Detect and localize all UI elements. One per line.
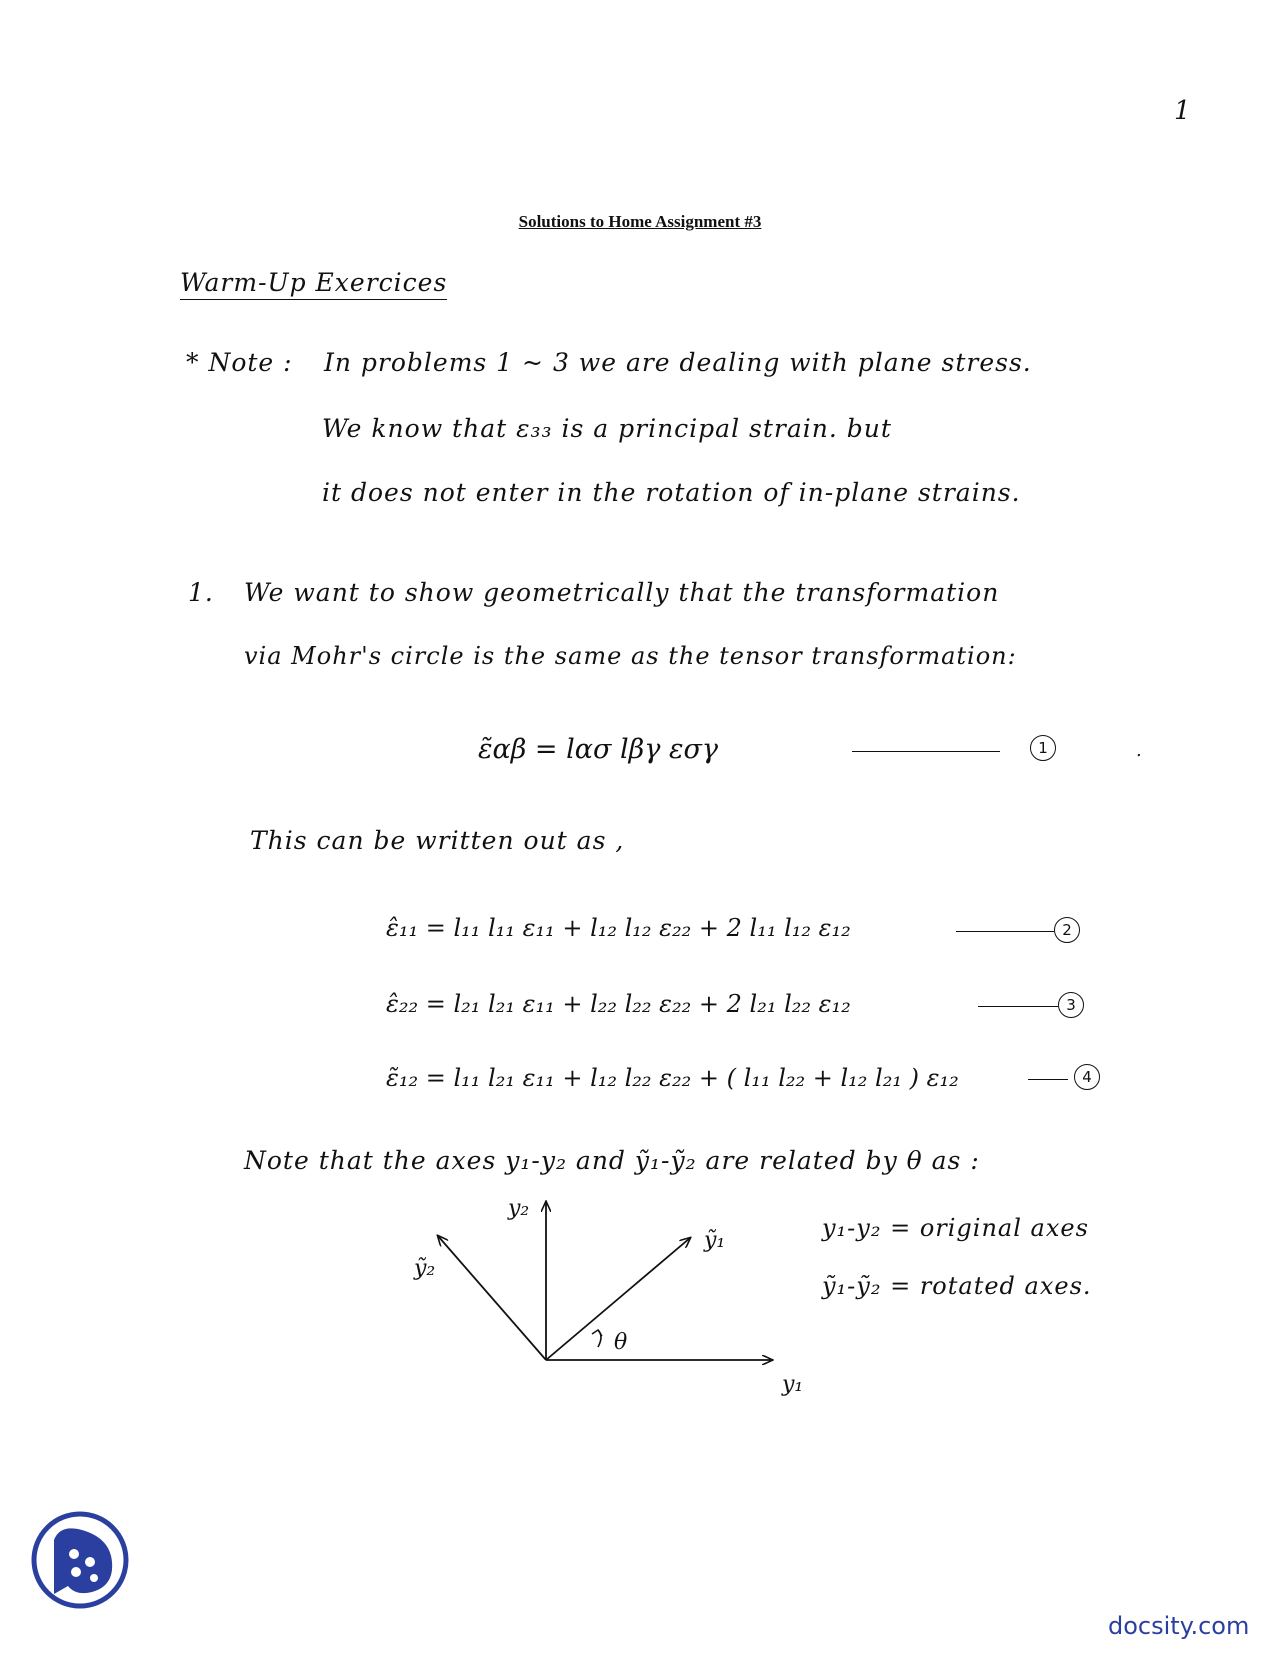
problem-line-1: We want to show geometrically that the transformation bbox=[244, 578, 1000, 607]
note-line-3: it does not enter in the rotation of in-plane strains. bbox=[322, 478, 1021, 507]
equation-1: ε̃αβ = lασ lβγ εσγ bbox=[478, 734, 719, 765]
problem-number: 1. bbox=[188, 578, 214, 607]
section-heading: Warm-Up Exercices bbox=[180, 268, 447, 300]
axes-note: Note that the axes y₁-y₂ and ỹ₁-ỹ₂ are related by θ as : bbox=[244, 1146, 980, 1175]
equation-3: ε̂₂₂ = l₂₁ l₂₁ ε₁₁ + l₂₂ l₂₂ ε₂₂ + 2 l₂₁ l₂₂ ε₁₂ bbox=[386, 990, 851, 1018]
label-y2-tilde: ỹ₂ bbox=[414, 1256, 436, 1281]
stray-dot: . bbox=[1136, 740, 1143, 761]
legend-original-axes: y₁-y₂ = original axes bbox=[822, 1214, 1089, 1242]
legend-rotated-axes: ỹ₁-ỹ₂ = rotated axes. bbox=[822, 1272, 1092, 1300]
written-out-text: This can be written out as , bbox=[250, 826, 625, 855]
y2-tilde-axis-arrow bbox=[438, 1236, 546, 1360]
label-y2: y₂ bbox=[508, 1196, 530, 1221]
equation-3-tag: 3 bbox=[1058, 992, 1084, 1018]
problem-line-2: via Mohr's circle is the same as the tensor transformation: bbox=[244, 642, 1017, 670]
equation-4: ε̃₁₂ = l₁₁ l₂₁ ε₁₁ + l₁₂ l₂₂ ε₂₂ + ( l₁₁ l₂₂ + l₁₂ l₂₁ ) ε₁₂ bbox=[386, 1064, 959, 1092]
equation-1-tag: 1 bbox=[1030, 735, 1056, 761]
equation-2: ε̂₁₁ = l₁₁ l₁₁ ε₁₁ + l₁₂ l₁₂ ε₂₂ + 2 l₁₁ l₁₂ ε₁₂ bbox=[386, 914, 851, 942]
docsity-brand-link[interactable]: docsity.com bbox=[1108, 1612, 1250, 1640]
label-y1: y₁ bbox=[782, 1372, 804, 1397]
page-number: 1 bbox=[1174, 96, 1191, 126]
label-y1-tilde: ỹ₁ bbox=[704, 1228, 726, 1253]
document-title: Solutions to Home Assignment #3 bbox=[518, 212, 762, 231]
note-line-1: In problems 1 ~ 3 we are dealing with plane stress. bbox=[324, 348, 1032, 377]
note-label: * Note : bbox=[186, 348, 293, 377]
label-theta: θ bbox=[614, 1330, 628, 1355]
note-line-2: We know that ε₃₃ is a principal strain. but bbox=[322, 414, 892, 443]
docsity-logo-icon bbox=[30, 1510, 130, 1610]
equation-4-tag: 4 bbox=[1074, 1064, 1100, 1090]
equation-2-tag: 2 bbox=[1054, 917, 1080, 943]
